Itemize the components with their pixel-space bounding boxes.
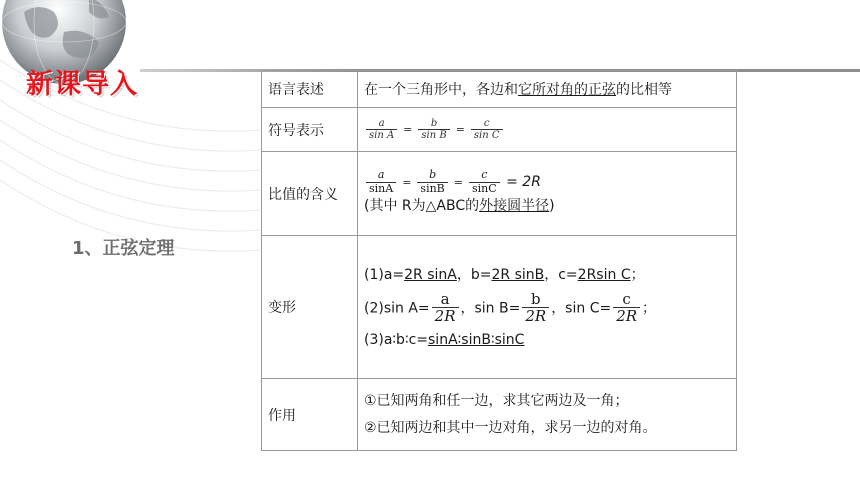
denominator: 2R bbox=[432, 307, 459, 325]
text: ； bbox=[642, 300, 657, 317]
equals-sign: = bbox=[403, 123, 413, 136]
table-row bbox=[262, 236, 737, 379]
row-key: 变形 bbox=[262, 236, 358, 379]
transform-line-3 bbox=[364, 326, 730, 354]
numerator: c bbox=[481, 168, 488, 182]
numerator: b bbox=[430, 117, 438, 129]
denominator: sinC bbox=[469, 182, 500, 196]
text: (其中 R为△ABC的 bbox=[364, 198, 480, 215]
text: 在一个三角形中，各边和 bbox=[364, 82, 518, 98]
text: 的比相等 bbox=[616, 82, 672, 98]
sine-law-table bbox=[261, 70, 737, 451]
row-value bbox=[358, 379, 737, 451]
numerator: a bbox=[378, 117, 385, 129]
denominator: sin A bbox=[366, 129, 397, 142]
table-row bbox=[262, 108, 737, 152]
text: ，b= bbox=[456, 267, 492, 284]
underlined-text: 它所对角的正弦 bbox=[518, 82, 616, 98]
underlined-text: sinA∶sinB∶sinC bbox=[428, 331, 525, 348]
underlined-text: 外接圆半径 bbox=[479, 198, 550, 215]
ratio-line bbox=[364, 169, 730, 195]
numerator: b bbox=[429, 168, 437, 182]
fraction-a bbox=[366, 169, 396, 195]
row-value bbox=[358, 108, 737, 152]
text: ，sin C= bbox=[551, 300, 612, 317]
denominator: sin B bbox=[418, 129, 449, 142]
equals-sign: = bbox=[402, 175, 412, 189]
denominator: sinB bbox=[417, 182, 447, 196]
text: (2)sin A= bbox=[364, 300, 430, 317]
text: ； bbox=[630, 267, 645, 284]
section-heading: 1、正弦定理 bbox=[72, 238, 175, 259]
transform-line-1 bbox=[364, 260, 730, 291]
numerator: c bbox=[622, 289, 631, 308]
row-value bbox=[358, 152, 737, 236]
underlined-text: 2R sinB bbox=[491, 267, 545, 284]
denominator: 2R bbox=[522, 307, 549, 325]
denominator: sin C bbox=[471, 129, 503, 142]
numerator: a bbox=[440, 289, 450, 308]
text: ) bbox=[549, 198, 555, 215]
text: ，c= bbox=[544, 267, 578, 284]
fraction-a bbox=[432, 291, 459, 326]
underlined-text: 2Rsin C bbox=[577, 267, 631, 284]
table-row bbox=[262, 152, 737, 236]
row-value bbox=[358, 71, 737, 108]
numerator: c bbox=[483, 117, 490, 129]
text: ，sin B= bbox=[460, 300, 521, 317]
denominator: 2R bbox=[613, 307, 640, 325]
row-key: 符号表示 bbox=[262, 108, 358, 152]
row-key: 作用 bbox=[262, 379, 358, 451]
fraction-b bbox=[417, 169, 447, 195]
use-line-2: ②已知两边和其中一边对角，求另一边的对角。 bbox=[364, 419, 657, 436]
table-row bbox=[262, 379, 737, 451]
equals-sign: = bbox=[455, 123, 465, 136]
text: (3)a∶b∶c= bbox=[364, 331, 429, 348]
row-value bbox=[358, 236, 737, 379]
fraction-a bbox=[366, 118, 397, 142]
transform-line-2 bbox=[364, 291, 730, 326]
fraction-c bbox=[469, 169, 500, 195]
page-title: 新课导入 bbox=[26, 69, 138, 100]
fraction-b bbox=[418, 118, 449, 142]
fraction-c bbox=[471, 118, 503, 142]
fraction-b bbox=[522, 291, 549, 326]
ratio-result: = 2R bbox=[506, 174, 541, 191]
underlined-text: 2R sinA bbox=[404, 267, 457, 284]
table-row bbox=[262, 71, 737, 108]
equals-sign: = bbox=[453, 175, 463, 189]
numerator: b bbox=[530, 289, 541, 308]
use-line-1: ①已知两角和任一边，求其它两边及一角； bbox=[364, 392, 629, 409]
row-key: 语言表述 bbox=[262, 71, 358, 108]
row-key: 比值的含义 bbox=[262, 152, 358, 236]
denominator: sinA bbox=[366, 182, 396, 196]
fraction-c bbox=[613, 291, 640, 326]
ratio-note bbox=[364, 195, 730, 217]
text: (1)a= bbox=[364, 267, 405, 284]
numerator: a bbox=[377, 168, 385, 182]
